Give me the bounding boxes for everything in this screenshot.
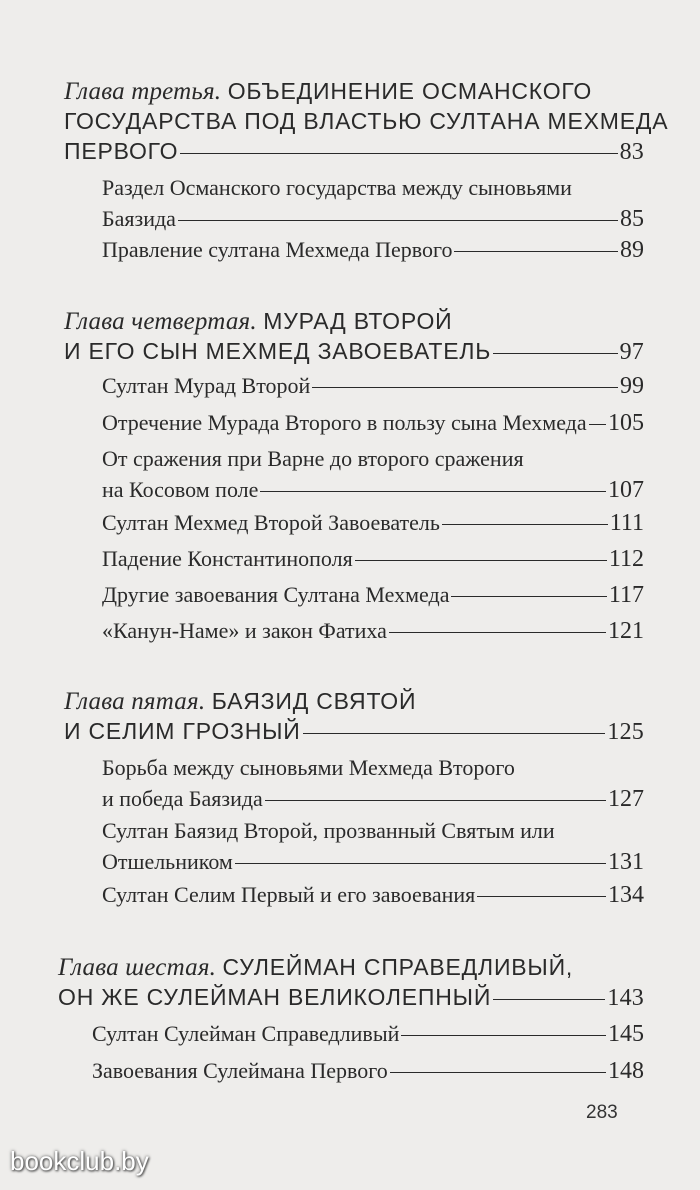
page-ref: 148 (608, 1058, 644, 1084)
page-ref: 125 (607, 719, 644, 745)
page-ref: 131 (608, 849, 644, 875)
chapter-title-line: СУЛЕЙМАН СПРАВЕДЛИВЫЙ, (222, 954, 574, 980)
leader-line (312, 387, 618, 388)
entry-line: и победа Баязида (102, 786, 263, 811)
toc-entry (102, 172, 644, 234)
leader-line (493, 999, 605, 1000)
page-ref: 111 (609, 510, 644, 536)
chapter-title-line: И ЕГО СЫН МЕХМЕД ЗАВОЕВАТЕЛЬ (64, 338, 492, 364)
chapter-label: Глава третья. (64, 78, 222, 105)
chapter-title-line: ГОСУДАРСТВА ПОД ВЛАСТЬЮ СУЛТАНА МЕХМЕДА (64, 108, 669, 134)
chapter-title-line: ПЕРВОГО (64, 138, 179, 164)
leader-line (260, 491, 606, 492)
leader-line (355, 560, 607, 561)
chapter-label: Глава четвертая. (64, 308, 257, 335)
page-ref: 85 (620, 206, 644, 232)
chapter-label: Глава шестая. (58, 954, 217, 981)
leader-line (265, 800, 606, 801)
toc-entry (92, 1018, 644, 1049)
chapter-label: Глава пятая. (64, 688, 206, 715)
toc-entry (102, 752, 644, 814)
toc-entry (102, 234, 644, 265)
toc-entry (102, 615, 644, 646)
entry-line: Султан Мехмед Второй Завоеватель (102, 510, 440, 535)
chapter-title-line: ОН ЖЕ СУЛЕЙМАН ВЕЛИКОЛЕПНЫЙ (58, 984, 492, 1010)
entry-line: От сражения при Варне до второго сражения (102, 446, 524, 471)
entry-line: Падение Константинополя (102, 546, 353, 571)
chapter-6-heading (58, 952, 644, 1012)
entry-line: Султан Баязид Второй, прозванный Святым или (102, 818, 555, 843)
entry-line: Раздел Османского государства между сыновьями (102, 175, 572, 200)
leader-line (477, 896, 606, 897)
page-ref: 112 (608, 546, 644, 572)
leader-line (589, 424, 606, 425)
entry-line: Борьба между сыновьями Мехмеда Второго (102, 755, 515, 780)
entry-line: Завоевания Сулеймана Первого (92, 1058, 388, 1083)
toc-entry (102, 443, 644, 505)
entry-line: Отречение Мурада Второго в пользу сына Мехмеда (102, 410, 587, 435)
toc-entry (102, 579, 644, 610)
chapter-3-heading (64, 76, 669, 166)
chapter-title-line: ОБЪЕДИНЕНИЕ ОСМАНСКОГО (227, 78, 593, 104)
leader-line (451, 596, 606, 597)
page-ref: 107 (608, 477, 644, 503)
leader-line (178, 220, 618, 221)
entry-line: Султан Мурад Второй (102, 373, 311, 398)
chapter-4-heading (64, 306, 644, 366)
entry-line: «Канун-Наме» и закон Фатиха (102, 618, 387, 643)
page-ref: 89 (620, 237, 644, 263)
leader-line (390, 1072, 606, 1073)
entry-line: Отшельником (102, 849, 233, 874)
page-ref: 105 (608, 410, 644, 436)
entry-line: Правление султана Мехмеда Первого (102, 237, 453, 262)
toc-entry (92, 1055, 644, 1086)
leader-line (235, 863, 606, 864)
toc-entry (102, 507, 644, 538)
chapter-5-heading (64, 686, 644, 746)
toc-entry (102, 815, 644, 877)
watermark: bookclub.by (10, 1146, 149, 1176)
leader-line (389, 632, 606, 633)
leader-line (180, 153, 617, 154)
page-ref: 121 (608, 618, 644, 644)
page-ref: 97 (619, 339, 644, 365)
chapter-title-line: МУРАД ВТОРОЙ (263, 308, 453, 334)
page-ref: 127 (608, 786, 644, 812)
entry-line: на Косовом поле (102, 477, 259, 502)
toc-entry (102, 879, 644, 910)
leader-line (454, 251, 618, 252)
page-number: 283 (586, 1102, 618, 1123)
page-ref: 145 (608, 1021, 644, 1047)
entry-line: Султан Селим Первый и его завоевания (102, 882, 476, 907)
page-ref: 99 (620, 373, 644, 399)
leader-line (493, 353, 617, 354)
chapter-title-line: И СЕЛИМ ГРОЗНЫЙ (64, 718, 301, 744)
leader-line (303, 733, 606, 734)
page-ref: 117 (608, 582, 644, 608)
page-ref: 83 (619, 139, 644, 165)
leader-line (401, 1035, 606, 1036)
toc-entry (102, 370, 644, 401)
entry-line: Другие завоевания Султана Мехмеда (102, 582, 450, 607)
page-ref: 134 (608, 882, 644, 908)
chapter-title-line: БАЯЗИД СВЯТОЙ (211, 688, 417, 714)
entry-line: Султан Сулейман Справедливый (92, 1021, 400, 1046)
leader-line (442, 524, 608, 525)
toc-entry (102, 543, 644, 574)
page-ref: 143 (607, 985, 644, 1011)
entry-line: Баязида (102, 206, 176, 231)
toc-entry (102, 407, 644, 438)
